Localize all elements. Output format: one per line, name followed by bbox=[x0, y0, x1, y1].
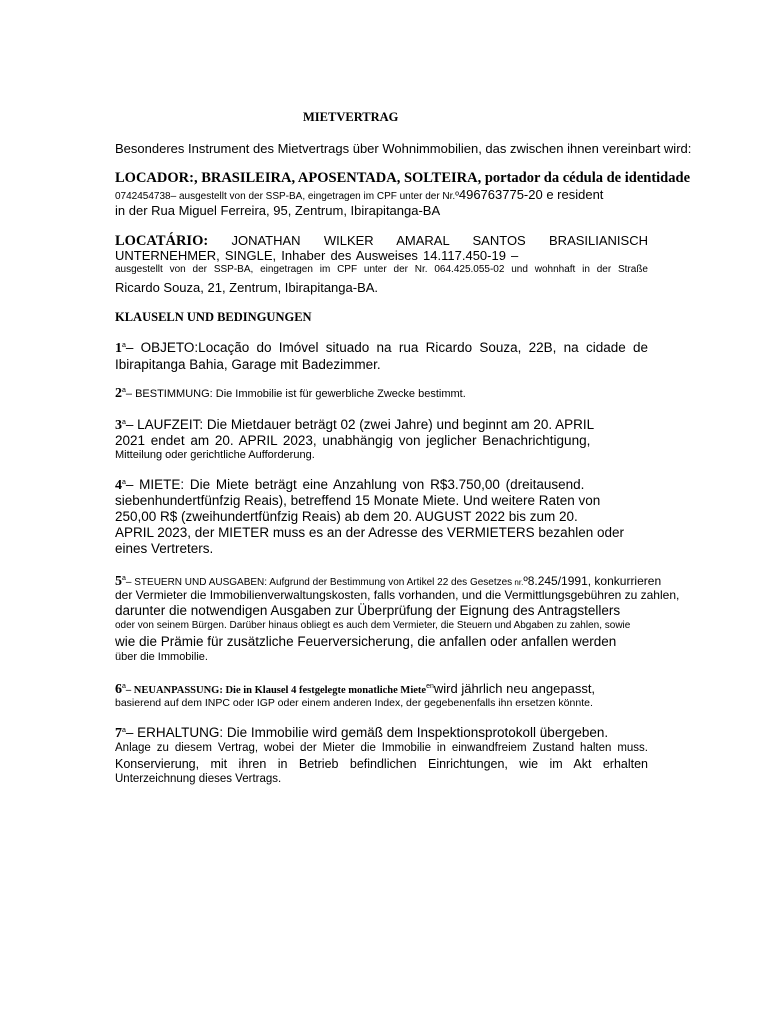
clause-7-line-2: Anlage zu diesem Vertrag, wobei der Mieter die Immobilie in einwandfreiem Zustand halten muss. bbox=[115, 742, 648, 754]
clause-5-line-5: wie die Prämie für zusätzliche Feuerversicherung, die anfallen oder anfallen werden bbox=[115, 634, 617, 649]
clause-4-number: 4 bbox=[115, 478, 122, 493]
clause-2-text: – BESTIMMUNG: Die Immobilie ist für gewerbliche Zwecke bestimmt. bbox=[125, 388, 466, 400]
clause-5-text-mid: nr. bbox=[512, 578, 524, 587]
locador-line-3: in der Rua Miguel Ferreira, 95, Zentrum, Ibirapitanga-BA bbox=[115, 203, 441, 218]
clause-6-text-serif: – NEUANPASSUNG: Die in Klausel 4 festgelegte monatliche Miete bbox=[125, 685, 427, 696]
clause-2-sup: a bbox=[122, 387, 126, 394]
clause-4-line-4: APRIL 2023, der MIETER muss es an der Adresse des VERMIETERS bezahlen oder bbox=[115, 525, 624, 540]
clause-4-text: – MIETE: Die Miete beträgt eine Anzahlung von R$3.750,00 (dreitausend. bbox=[125, 477, 585, 492]
clause-5-line-2: der Vermieter die Immobilienverwaltungskosten, falls vorhanden, und die Vermittlungsgebühren zu zahlen, bbox=[115, 588, 680, 602]
clause-4-line-3: 250,00 R$ (zweihundertfünfzig Reais) ab dem 20. AUGUST 2022 bis zum 20. bbox=[115, 509, 578, 524]
clause-6-line-1 bbox=[115, 680, 595, 698]
clause-2-line-1 bbox=[115, 386, 466, 402]
clause-4-line-2: siebenhundertfünfzig Reais), betreffend 15 Monate Miete. Und weitere Raten von bbox=[115, 493, 601, 508]
locatario-label: LOCATÁRIO: bbox=[115, 233, 209, 249]
clause-1-text: – OBJETO:Locação do Imóvel situado na rua Ricardo Souza, 22B, na cidade de bbox=[125, 340, 648, 355]
clause-4-line-5: eines Vertreters. bbox=[115, 541, 214, 556]
locatario-line-4: Ricardo Souza, 21, Zentrum, Ibirapitanga-BA. bbox=[115, 280, 379, 295]
locador-line-2-small: 0742454738– ausgestellt von der SSP-BA, eingetragen im CPF unter der Nr.º bbox=[115, 191, 459, 202]
clause-7-text: – ERHALTUNG: Die Immobilie wird gemäß dem Inspektionsprotokoll übergeben. bbox=[125, 725, 609, 740]
locador-line-1: LOCADOR:, BRASILEIRA, APOSENTADA, SOLTEIRA, portador da cédula de identidade bbox=[115, 170, 691, 186]
clause-1-line-1 bbox=[115, 340, 648, 357]
clause-6-text-big: wird jährlich neu angepasst, bbox=[433, 681, 596, 696]
clause-3-sup: a bbox=[122, 419, 126, 426]
klauseln-heading: KLAUSELN UND BEDINGUNGEN bbox=[115, 310, 312, 324]
clause-7-sup: a bbox=[122, 727, 126, 734]
intro-text: Besonderes Instrument des Mietvertrags über Wohnimmobilien, das zwischen ihnen vereinbart wird: bbox=[115, 141, 692, 156]
clause-5-number: 5 bbox=[115, 574, 122, 589]
clause-3-line-3: Mitteilung oder gerichtliche Aufforderung. bbox=[115, 449, 315, 461]
clause-3-line-1 bbox=[115, 417, 594, 434]
clause-4-line-1 bbox=[115, 477, 584, 494]
clause-1-sup: a bbox=[122, 342, 126, 349]
locatario-line-2: UNTERNEHMER, SINGLE, Inhaber des Ausweises 14.117.450-19 – bbox=[115, 248, 519, 263]
clause-6-line-2: basierend auf dem INPC oder IGP oder einem anderen Index, der gegebenenfalls ihn ersetzen könnte. bbox=[115, 697, 593, 709]
clause-5-sup: a bbox=[122, 575, 126, 582]
clause-5-line-4: oder von seinem Bürgen. Darüber hinaus obliegt es auch dem Vermieter, die Steuern und Abgaben zu zahlen, sowie bbox=[115, 620, 631, 631]
clause-7-line-3: Konservierung, mit ihren in Betrieb befindlichen Einrichtungen, wie im Akt erhalten bbox=[115, 757, 648, 771]
clause-6-number: 6 bbox=[115, 682, 122, 697]
clause-5-text-small: – STEUERN UND AUSGABEN: Aufgrund der Bestimmung von Artikel 22 des Gesetzes bbox=[125, 577, 513, 588]
clause-4-sup: a bbox=[122, 479, 126, 486]
clause-5-text-big: º8.245/1991, konkurrieren bbox=[523, 574, 662, 588]
locatario-name: JONATHAN WILKER AMARAL SANTOS BRASILIANISCH bbox=[231, 233, 648, 248]
clause-7-number: 7 bbox=[115, 726, 122, 741]
document-title: MIETVERTRAG bbox=[303, 110, 399, 124]
clause-5-line-3: darunter die notwendigen Ausgaben zur Überprüfung der Eignung des Antragstellers bbox=[115, 603, 621, 618]
clause-6-sup: a bbox=[122, 683, 126, 690]
clause-1-line-2: Ibirapitanga Bahia, Garage mit Badezimmer. bbox=[115, 357, 381, 372]
locatario-line-3: ausgestellt von der SSP-BA, eingetragen im CPF unter der Nr. 064.425.055-02 und wohnhaft in der Straße bbox=[115, 264, 648, 275]
clause-1-number: 1 bbox=[115, 341, 122, 356]
locador-line-2-big: 496763775-20 e resident bbox=[458, 187, 604, 202]
locador-line-2 bbox=[115, 186, 603, 204]
clause-7-line-4: Unterzeichnung dieses Vertrags. bbox=[115, 773, 282, 785]
clause-7-line-1 bbox=[115, 725, 608, 742]
clause-3-line-2: 2021 endet am 20. APRIL 2023, unabhängig von jeglicher Benachrichtigung, bbox=[115, 433, 591, 448]
clause-2-number: 2 bbox=[115, 386, 122, 401]
clause-5-line-6: über die Immobilie. bbox=[115, 651, 208, 663]
clause-6-text-sup: en bbox=[426, 683, 434, 690]
clause-3-number: 3 bbox=[115, 418, 122, 433]
clause-3-text: – LAUFZEIT: Die Mietdauer beträgt 02 (zwei Jahre) und beginnt am 20. APRIL bbox=[125, 417, 595, 432]
